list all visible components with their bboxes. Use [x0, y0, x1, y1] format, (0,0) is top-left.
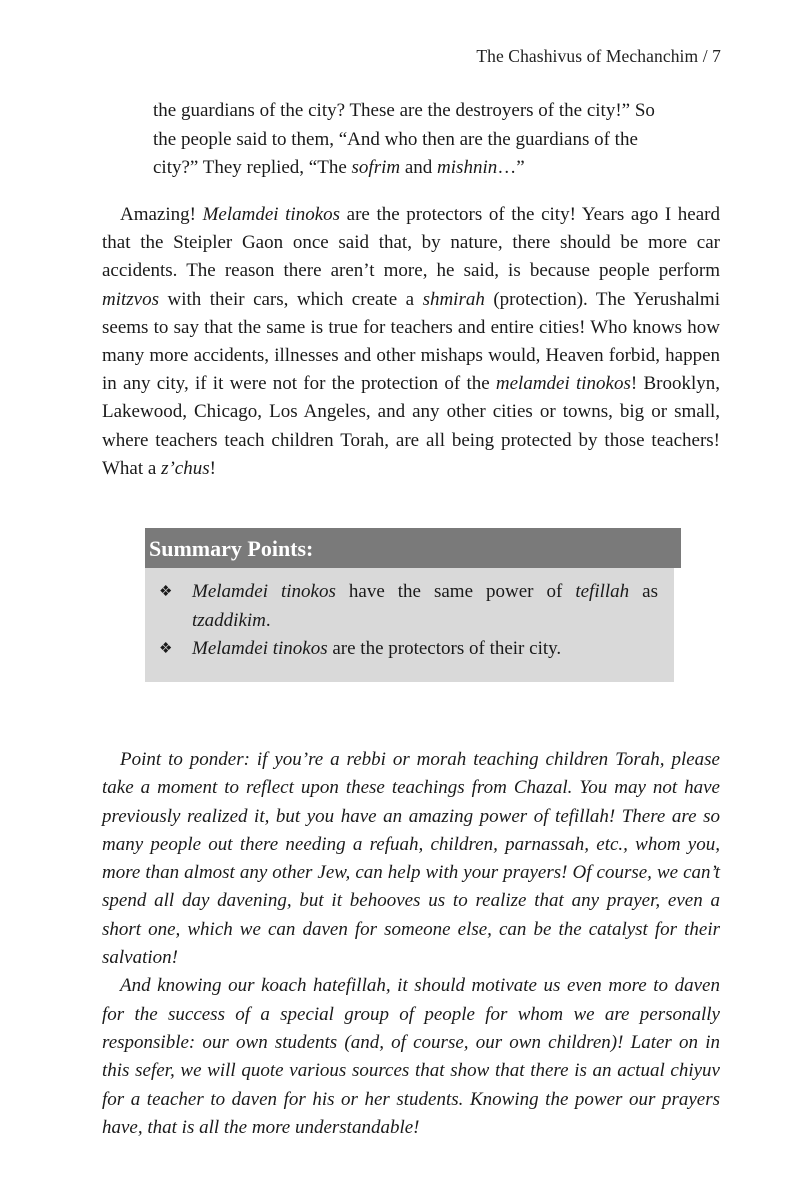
summary-item-text: [192, 635, 658, 664]
summary-box: [145, 528, 681, 682]
term-melamdei-tinokos: melamdei tinokos: [495, 373, 631, 395]
text: are the protectors of their city.: [327, 638, 562, 659]
ponder-paragraph: Point to ponder: if you’re a rebbi or morah teaching children Torah, please take a moment to reflect upon these teachings from Chazal. You may not have previously realized it, but you have an amazing power of tefillah! There are so many people out there needing a refuah, children, parnassah, etc., whom you, more than almost any other Jew, can help with your prayers! Of course, we can’t spend all day davening, but it behooves us to realize that any prayer, even a short one, which we can daven for someone else, can be the catalyst for their salvation!: [102, 749, 720, 969]
quote-line: the guardians of the city? These are the destroyers of the city!” So: [153, 100, 655, 121]
term: tefillah: [575, 581, 630, 602]
summary-item-text: [192, 578, 658, 635]
quote-text: …”: [497, 157, 525, 178]
summary-item: [145, 578, 674, 635]
body-text: Amazing!: [120, 204, 203, 225]
quote-line: the people said to them, “And who then are the guardians of the: [153, 128, 638, 150]
summary-header: Summary Points:: [145, 528, 681, 568]
diamond-bullet-icon: ❖: [159, 584, 173, 600]
ponder-paragraph: And knowing our koach hatefillah, it should motivate us even more to daven for the success of a special group of people for whom we are personally responsible: our own students (and, of course, our own children)! Later on in this sefer, we will quote various sources that show that there is an actual chiyuv for a teacher to daven for his or her students. Knowing the power our prayers have, that is all the more understandable!: [102, 975, 720, 1138]
body-paragraph: [102, 201, 720, 483]
running-head-separator: /: [698, 46, 713, 66]
quote-text: city?” They replied, “The: [153, 157, 352, 178]
body-text: are the protectors of the city! Years ago I heard that the Steipler Gaon once said that, by nature, there should be more car accidents. The reason there aren’t more, he said, is because people perform: [102, 204, 720, 282]
quote-term-mishnin: mishnin: [437, 157, 498, 178]
running-head-title: The Chashivus of Mechanchim: [476, 46, 699, 66]
summary-list: [145, 568, 674, 682]
summary-item: [145, 635, 674, 664]
body-text: ! Brooklyn, Lakewood, Chicago, Los Angeles, and any other cities or towns, big or small, where teachers teach children Torah, are all being protected by those teachers! What a: [102, 373, 720, 479]
term-shmirah: shmirah: [422, 288, 485, 310]
text: as: [629, 581, 659, 602]
running-head: [476, 46, 721, 67]
point-to-ponder: [102, 746, 720, 1142]
body-text: with their cars, which create a: [159, 288, 423, 310]
diamond-bullet-icon: ❖: [159, 641, 173, 657]
term: Melamdei tinokos: [192, 638, 328, 659]
term: Melamdei tinokos: [192, 581, 336, 602]
term: tzaddikim: [192, 609, 266, 631]
text: have the same power of: [335, 581, 576, 602]
quote-line: [153, 154, 671, 183]
page-number: 7: [712, 46, 721, 66]
body-text: (protection). The Yerushalmi seems to say that the same is true for teachers and entire cities! Who knows how many more accidents, illnesses and other mishaps would, Heaven forbid, happen in any city, if it were not for the protection of the: [102, 288, 720, 395]
block-quote: [153, 97, 671, 183]
term-melamdei-tinokos: Melamdei tinokos: [202, 204, 341, 225]
body-text: !: [209, 457, 216, 479]
term-zchus: z’chus: [161, 457, 210, 479]
quote-text: and: [400, 157, 438, 178]
term-mitzvos: mitzvos: [102, 288, 159, 310]
text: .: [265, 609, 271, 631]
quote-term-sofrim: sofrim: [351, 157, 401, 178]
